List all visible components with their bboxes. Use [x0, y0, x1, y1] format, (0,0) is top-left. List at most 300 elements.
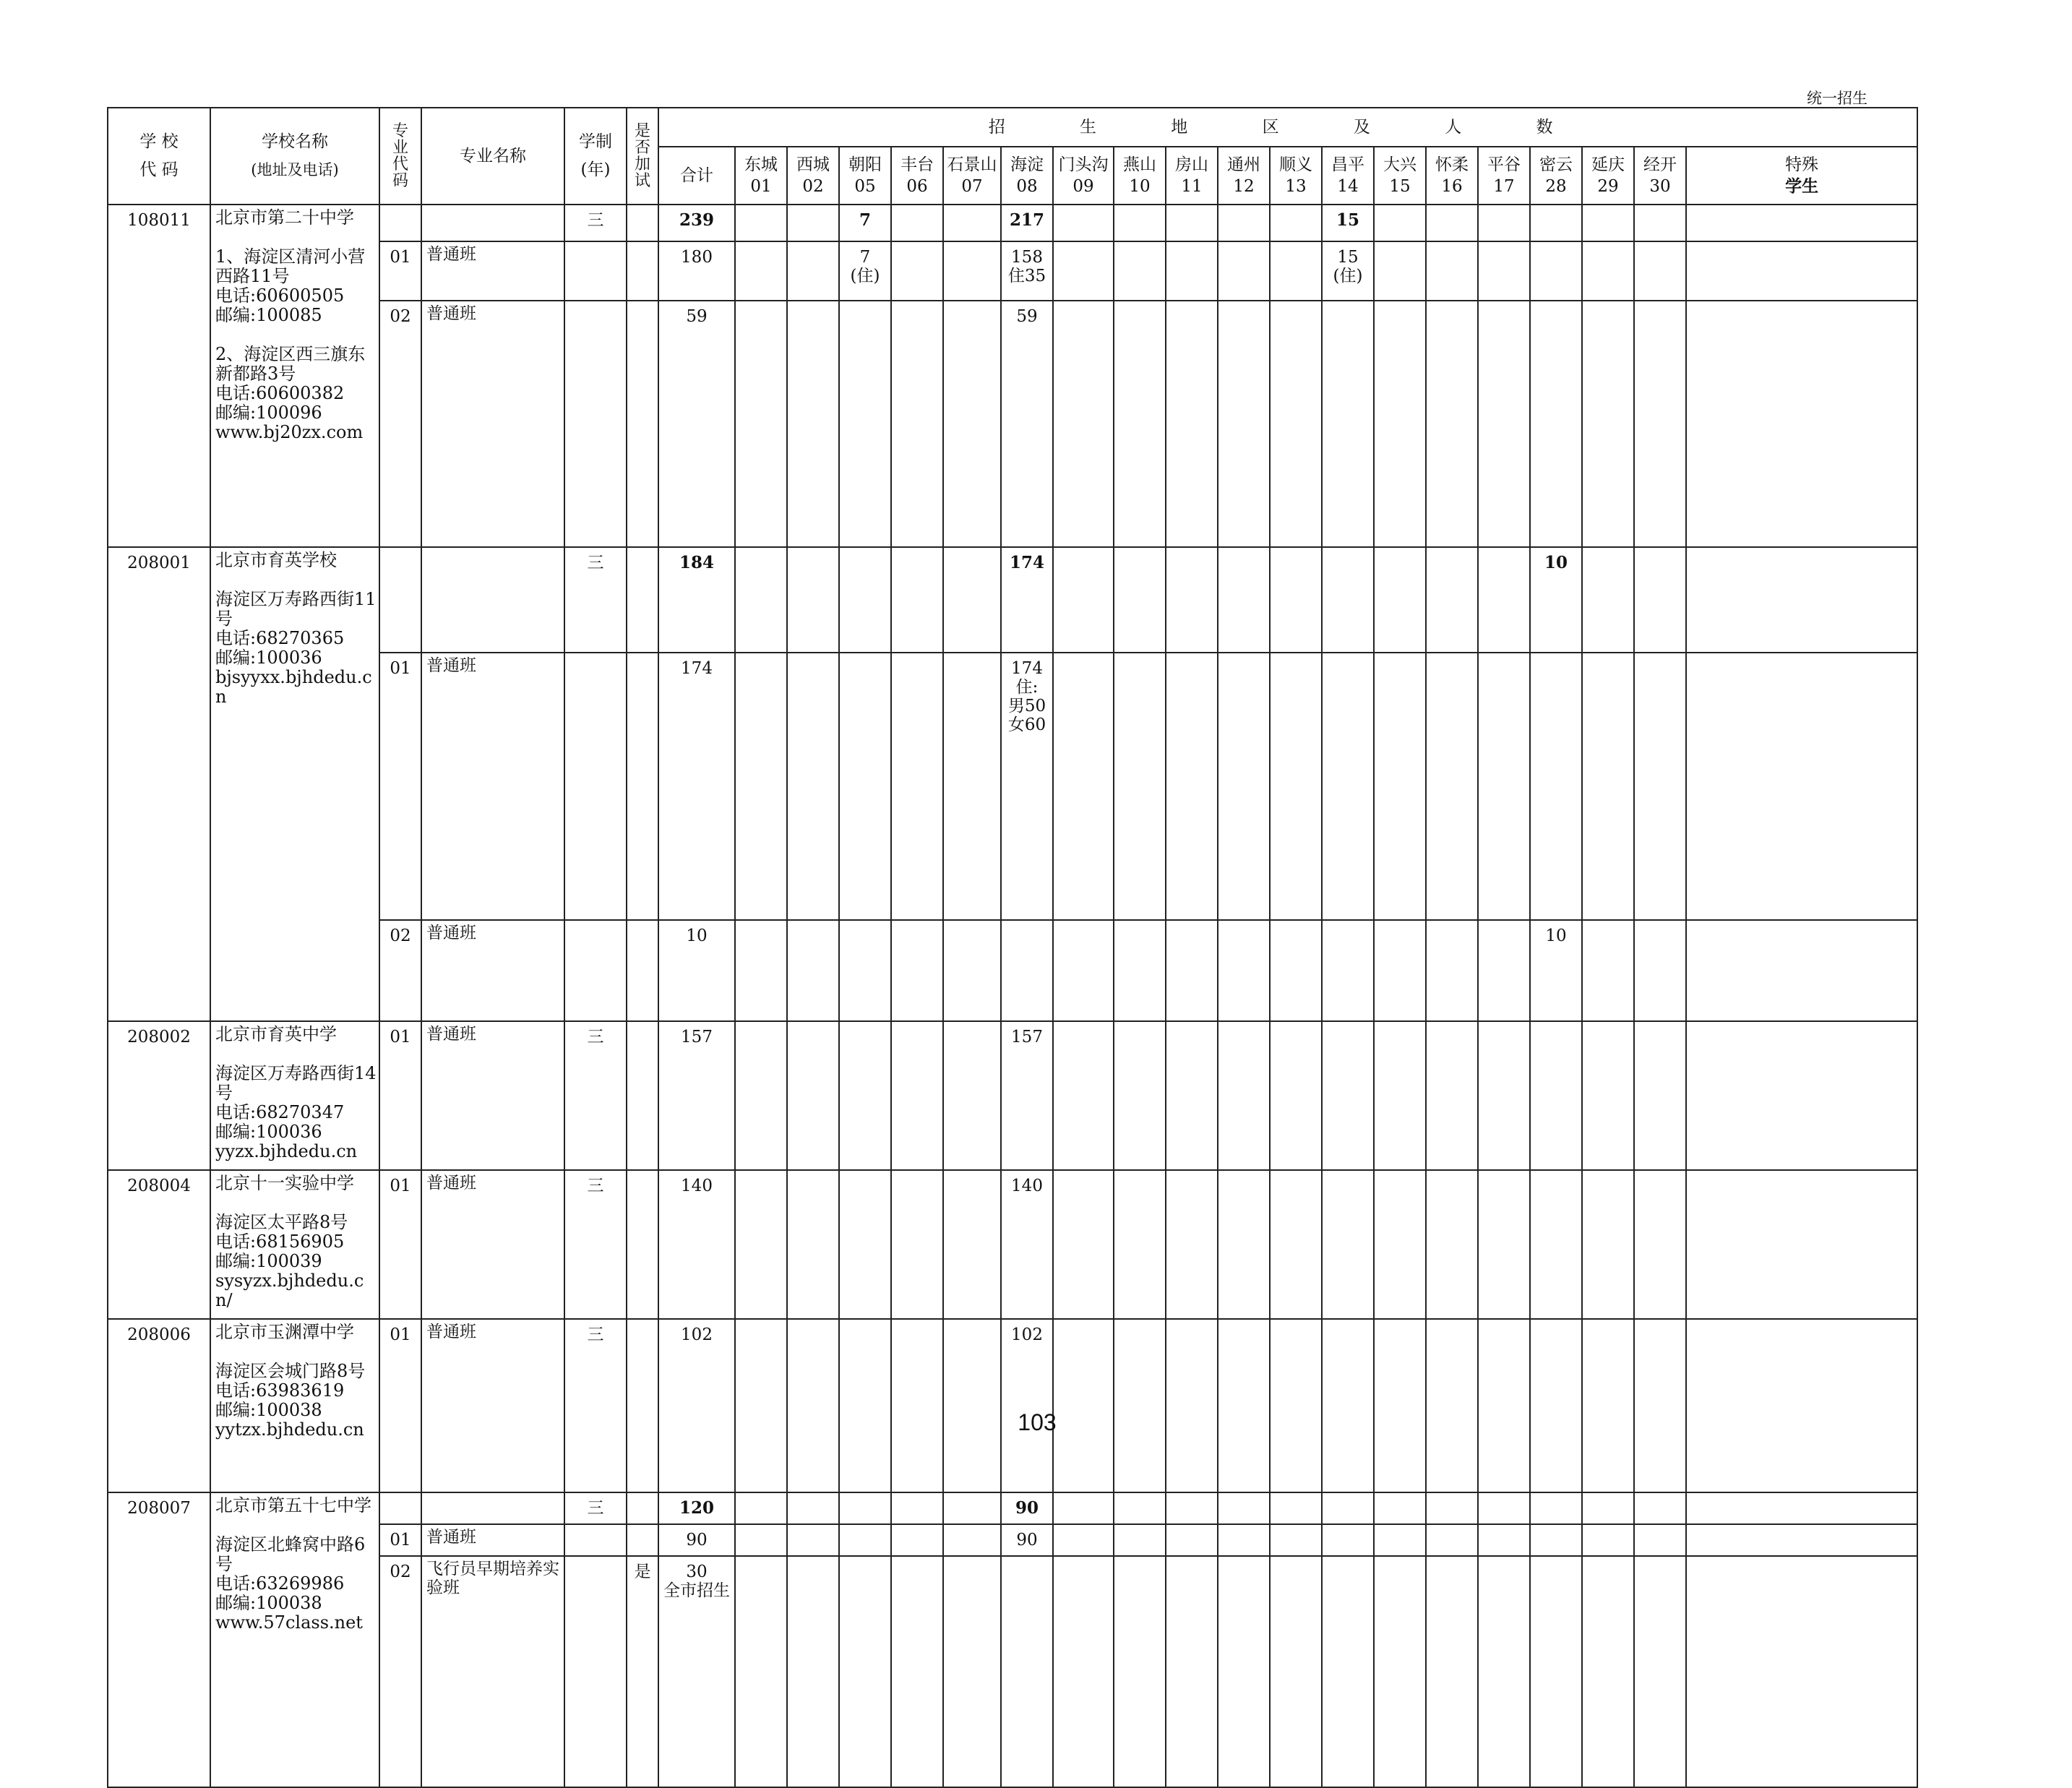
major-name [421, 1492, 564, 1524]
district-count-11 [1166, 653, 1218, 919]
table-row [108, 1556, 1917, 1787]
district-code: 12 [1233, 177, 1255, 196]
district-count-16 [1426, 241, 1478, 301]
district-count-09 [1053, 1170, 1114, 1319]
district-count-16 [1426, 1492, 1478, 1524]
district-count-30 [1634, 1556, 1686, 1787]
district-count-14 [1322, 1319, 1374, 1492]
table-row [108, 205, 1917, 241]
district-count-05 [839, 653, 891, 919]
header-district-8 [1166, 147, 1218, 205]
extra-test [627, 1021, 658, 1170]
major-code: 01 [379, 1021, 421, 1170]
district-count-14 [1322, 1524, 1374, 1556]
district-count-17 [1478, 241, 1530, 301]
district-count-01 [735, 1492, 787, 1524]
district-count-15 [1374, 1492, 1426, 1524]
district-count-11 [1166, 205, 1218, 241]
school-info: 北京市育英学校 海淀区万寿路西街11号 电话:68270365 邮编:100036 bjsyyxx.bjhdedu.cn [210, 547, 379, 1021]
district-count-02 [787, 1524, 839, 1556]
district-code: 05 [854, 177, 876, 196]
district-count-17 [1478, 1021, 1530, 1170]
page-number: 103 [1018, 1409, 1057, 1435]
district-count-08: 158 住35 [1001, 241, 1053, 301]
district-count-02 [787, 241, 839, 301]
district-count-12 [1218, 1524, 1270, 1556]
school-info: 北京市玉渊潭中学 海淀区会城门路8号 电话:63983619 邮编:100038 yytzx.bjhdedu.cn [210, 1319, 379, 1492]
header-district-17 [1634, 147, 1686, 205]
header-region-group [658, 108, 1917, 147]
header-school-name-line1: 学校名称 [262, 132, 328, 151]
district-count-10 [1114, 1021, 1166, 1170]
district-name: 房山 [1175, 155, 1208, 174]
district-count-17 [1478, 653, 1530, 919]
district-code: 10 [1129, 177, 1151, 196]
duration: 三 [564, 205, 627, 241]
district-count-05 [839, 301, 891, 547]
district-count-12 [1218, 653, 1270, 919]
major-code: 02 [379, 1556, 421, 1787]
district-count-28 [1530, 1524, 1582, 1556]
district-name: 密云 [1539, 155, 1573, 174]
district-name: 西城 [796, 155, 830, 174]
table-row [108, 241, 1917, 301]
district-count-02 [787, 1492, 839, 1524]
district-count-28 [1530, 1319, 1582, 1492]
district-name: 特殊 [1785, 155, 1819, 174]
district-count-17 [1478, 1556, 1530, 1787]
extra-test [627, 653, 658, 919]
district-count-29 [1582, 241, 1634, 301]
school-code: 208006 [108, 1319, 210, 1492]
header-district-4 [943, 147, 1001, 205]
header-district-11 [1322, 147, 1374, 205]
header-school-name [210, 108, 379, 205]
district-count-01 [735, 301, 787, 547]
extra-test: 是 [627, 1556, 658, 1787]
district-count-09 [1053, 1524, 1114, 1556]
district-count-10 [1114, 1319, 1166, 1492]
district-count-17 [1478, 1492, 1530, 1524]
district-count-29 [1582, 1021, 1634, 1170]
duration: 三 [564, 547, 627, 653]
district-count-07 [943, 1021, 1001, 1170]
school-info: 北京市第五十七中学 海淀区北蜂窝中路6号 电话:63269986 邮编:100038 www.57class.net [210, 1492, 379, 1787]
district-count-28 [1530, 653, 1582, 919]
district-count-28 [1530, 301, 1582, 547]
district-name: 昌平 [1331, 155, 1364, 174]
district-code: 07 [961, 177, 983, 196]
total-count: 102 [658, 1319, 735, 1492]
duration [564, 1556, 627, 1787]
district-name: 顺义 [1279, 155, 1312, 174]
district-count-09 [1053, 241, 1114, 301]
major-code [379, 1492, 421, 1524]
district-count-29 [1582, 1492, 1634, 1524]
district-count-28 [1530, 1556, 1582, 1787]
major-code: 01 [379, 241, 421, 301]
district-count-01 [735, 920, 787, 1021]
major-code: 01 [379, 1524, 421, 1556]
extra-test [627, 920, 658, 1021]
district-count-08: 217 [1001, 205, 1053, 241]
district-count-05 [839, 1170, 891, 1319]
district-count-学生 [1686, 1556, 1917, 1787]
district-count-14 [1322, 920, 1374, 1021]
district-count-12 [1218, 205, 1270, 241]
district-count-15 [1374, 1524, 1426, 1556]
major-name: 普通班 [421, 920, 564, 1021]
district-count-16 [1426, 301, 1478, 547]
district-count-10 [1114, 205, 1166, 241]
district-count-01 [735, 1021, 787, 1170]
district-count-13 [1270, 1021, 1322, 1170]
district-count-13 [1270, 205, 1322, 241]
header-duration-line1: 学制 [579, 132, 612, 151]
district-count-12 [1218, 301, 1270, 547]
major-name: 普通班 [421, 1170, 564, 1319]
enrollment-table [107, 107, 1918, 1788]
district-count-11 [1166, 1319, 1218, 1492]
total-count: 180 [658, 241, 735, 301]
district-count-10 [1114, 1170, 1166, 1319]
major-code [379, 205, 421, 241]
district-count-07 [943, 1319, 1001, 1492]
table-row [108, 1492, 1917, 1524]
district-count-14 [1322, 653, 1374, 919]
district-count-17 [1478, 920, 1530, 1021]
district-count-学生 [1686, 1170, 1917, 1319]
total-count: 59 [658, 301, 735, 547]
district-count-09 [1053, 1021, 1114, 1170]
table-row [108, 301, 1917, 547]
district-count-08 [1001, 1556, 1053, 1787]
district-count-07 [943, 1524, 1001, 1556]
school-info: 北京市育英中学 海淀区万寿路西街14号 电话:68270347 邮编:100036 yyzx.bjhdedu.cn [210, 1021, 379, 1170]
district-count-06 [891, 205, 943, 241]
district-count-05 [839, 1524, 891, 1556]
district-count-学生 [1686, 1524, 1917, 1556]
table-row [108, 1524, 1917, 1556]
district-count-12 [1218, 1170, 1270, 1319]
district-count-09 [1053, 205, 1114, 241]
school-code: 208007 [108, 1492, 210, 1787]
district-count-14: 15 (住) [1322, 241, 1374, 301]
table-row [108, 1319, 1917, 1492]
district-count-09 [1053, 1319, 1114, 1492]
duration: 三 [564, 1319, 627, 1492]
district-count-28: 10 [1530, 920, 1582, 1021]
district-count-30 [1634, 1021, 1686, 1170]
district-count-10 [1114, 920, 1166, 1021]
district-count-13 [1270, 301, 1322, 547]
duration [564, 1524, 627, 1556]
district-count-07 [943, 653, 1001, 919]
district-count-学生 [1686, 205, 1917, 241]
district-count-07 [943, 1492, 1001, 1524]
district-code: 16 [1441, 177, 1463, 196]
district-count-12 [1218, 1021, 1270, 1170]
district-count-01 [735, 1556, 787, 1787]
school-info: 北京十一实验中学 海淀区太平路8号 电话:68156905 邮编:100039 sysyzx.bjhdedu.cn/ [210, 1170, 379, 1319]
school-code: 208001 [108, 547, 210, 1021]
major-name [421, 205, 564, 241]
district-count-14 [1322, 1492, 1374, 1524]
district-count-17 [1478, 1524, 1530, 1556]
duration: 三 [564, 1492, 627, 1524]
district-name: 通州 [1227, 155, 1260, 174]
school-code: 108011 [108, 205, 210, 547]
total-count: 239 [658, 205, 735, 241]
district-count-05: 7 (住) [839, 241, 891, 301]
district-count-30 [1634, 920, 1686, 1021]
district-count-16 [1426, 1021, 1478, 1170]
district-count-08: 59 [1001, 301, 1053, 547]
duration [564, 301, 627, 547]
district-count-02 [787, 1170, 839, 1319]
district-count-10 [1114, 1556, 1166, 1787]
table-row [108, 547, 1917, 653]
district-count-10 [1114, 653, 1166, 919]
extra-test [627, 301, 658, 547]
header-district-5 [1001, 147, 1053, 205]
district-count-09 [1053, 1492, 1114, 1524]
district-count-06 [891, 241, 943, 301]
header-district-13 [1426, 147, 1478, 205]
district-count-06 [891, 653, 943, 919]
district-count-06 [891, 301, 943, 547]
district-count-14 [1322, 1170, 1374, 1319]
district-count-11 [1166, 1021, 1218, 1170]
header-district-18 [1686, 147, 1917, 205]
district-count-12 [1218, 1319, 1270, 1492]
district-count-05 [839, 1319, 891, 1492]
district-count-30 [1634, 653, 1686, 919]
district-count-13 [1270, 1524, 1322, 1556]
district-name: 燕山 [1123, 155, 1156, 174]
district-count-02 [787, 920, 839, 1021]
district-count-15 [1374, 547, 1426, 653]
extra-test [627, 1170, 658, 1319]
district-count-08: 174 住: 男50 女60 [1001, 653, 1053, 919]
district-count-13 [1270, 241, 1322, 301]
district-count-学生 [1686, 241, 1917, 301]
district-count-07 [943, 205, 1001, 241]
district-count-12 [1218, 1492, 1270, 1524]
district-count-06 [891, 1021, 943, 1170]
district-count-13 [1270, 920, 1322, 1021]
table-row [108, 653, 1917, 919]
district-count-01 [735, 205, 787, 241]
district-count-30 [1634, 1524, 1686, 1556]
district-count-01 [735, 1319, 787, 1492]
district-count-05 [839, 1021, 891, 1170]
district-count-29 [1582, 205, 1634, 241]
district-count-05 [839, 1492, 891, 1524]
district-count-06 [891, 1170, 943, 1319]
district-count-12 [1218, 1556, 1270, 1787]
header-total: 合计 [658, 147, 735, 205]
district-name: 海淀 [1010, 155, 1044, 174]
district-count-11 [1166, 1170, 1218, 1319]
district-count-16 [1426, 1170, 1478, 1319]
district-count-学生 [1686, 1319, 1917, 1492]
district-count-16 [1426, 1319, 1478, 1492]
header-region-group-text: 招 生 地 区 及 人 数 [988, 118, 1588, 137]
district-count-29 [1582, 1556, 1634, 1787]
district-count-07 [943, 241, 1001, 301]
header-district-2 [839, 147, 891, 205]
header-school-code-line2: 代 码 [139, 160, 179, 179]
major-name: 普通班 [421, 653, 564, 919]
extra-test [627, 547, 658, 653]
district-count-08: 157 [1001, 1021, 1053, 1170]
district-count-10 [1114, 547, 1166, 653]
district-count-05 [839, 547, 891, 653]
district-count-01 [735, 1170, 787, 1319]
district-count-11 [1166, 301, 1218, 547]
district-name: 东城 [744, 155, 778, 174]
district-count-08: 90 [1001, 1524, 1053, 1556]
district-count-17 [1478, 1319, 1530, 1492]
district-count-11 [1166, 1492, 1218, 1524]
header-school-code-line1: 学 校 [139, 132, 179, 151]
district-count-02 [787, 301, 839, 547]
district-count-13 [1270, 1319, 1322, 1492]
header-duration-line2: (年) [580, 160, 611, 179]
district-code: 11 [1181, 177, 1203, 196]
district-count-14: 15 [1322, 205, 1374, 241]
district-count-06 [891, 1492, 943, 1524]
district-count-07 [943, 301, 1001, 547]
table-row [108, 1170, 1917, 1319]
district-code: 28 [1545, 177, 1567, 196]
major-name: 普通班 [421, 301, 564, 547]
district-code: 29 [1597, 177, 1619, 196]
district-count-05: 7 [839, 205, 891, 241]
district-count-学生 [1686, 1021, 1917, 1170]
district-name: 延庆 [1591, 155, 1625, 174]
total-count: 184 [658, 547, 735, 653]
major-code: 01 [379, 653, 421, 919]
district-count-13 [1270, 547, 1322, 653]
district-count-01 [735, 653, 787, 919]
school-code: 208002 [108, 1021, 210, 1170]
header-note: 统一招生 [1807, 90, 1867, 107]
district-count-学生 [1686, 1492, 1917, 1524]
district-count-06 [891, 1556, 943, 1787]
district-count-17 [1478, 301, 1530, 547]
district-count-15 [1374, 241, 1426, 301]
district-count-12 [1218, 547, 1270, 653]
header-district-3 [891, 147, 943, 205]
district-count-15 [1374, 301, 1426, 547]
district-code: 14 [1337, 177, 1359, 196]
header-district-6 [1053, 147, 1114, 205]
district-count-28 [1530, 1170, 1582, 1319]
district-name: 朝阳 [848, 155, 882, 174]
extra-test [627, 205, 658, 241]
district-code: 08 [1016, 177, 1038, 196]
district-count-29 [1582, 920, 1634, 1021]
district-count-17 [1478, 547, 1530, 653]
duration [564, 241, 627, 301]
school-code: 208004 [108, 1170, 210, 1319]
district-count-10 [1114, 1492, 1166, 1524]
district-code: 学生 [1785, 176, 1819, 196]
district-code: 13 [1285, 177, 1307, 196]
major-name: 普通班 [421, 1524, 564, 1556]
header-row-1 [108, 108, 1917, 147]
district-count-30 [1634, 301, 1686, 547]
district-code: 15 [1389, 177, 1411, 196]
district-count-12 [1218, 920, 1270, 1021]
district-code: 02 [802, 177, 824, 196]
district-count-09 [1053, 1556, 1114, 1787]
district-count-10 [1114, 1524, 1166, 1556]
district-count-02 [787, 547, 839, 653]
district-count-15 [1374, 1556, 1426, 1787]
district-count-28 [1530, 1492, 1582, 1524]
district-count-08 [1001, 920, 1053, 1021]
district-code: 01 [750, 177, 772, 196]
total-count: 90 [658, 1524, 735, 1556]
header-district-9 [1218, 147, 1270, 205]
district-count-07 [943, 1556, 1001, 1787]
district-count-07 [943, 920, 1001, 1021]
total-count: 120 [658, 1492, 735, 1524]
district-count-29 [1582, 653, 1634, 919]
district-count-02 [787, 1021, 839, 1170]
district-count-学生 [1686, 547, 1917, 653]
district-count-05 [839, 1556, 891, 1787]
major-name: 普通班 [421, 1021, 564, 1170]
table-row [108, 1021, 1917, 1170]
district-count-17 [1478, 205, 1530, 241]
district-count-30 [1634, 547, 1686, 653]
district-count-08: 102 [1001, 1319, 1053, 1492]
district-count-学生 [1686, 653, 1917, 919]
district-name: 大兴 [1383, 155, 1417, 174]
header-extra-test: 是 否 加 试 [627, 108, 658, 205]
district-count-08: 90 [1001, 1492, 1053, 1524]
total-count: 140 [658, 1170, 735, 1319]
district-count-13 [1270, 1492, 1322, 1524]
district-count-16 [1426, 1524, 1478, 1556]
district-count-16 [1426, 1556, 1478, 1787]
district-count-10 [1114, 301, 1166, 547]
district-count-16 [1426, 920, 1478, 1021]
district-count-29 [1582, 547, 1634, 653]
header-district-0 [735, 147, 787, 205]
major-code: 02 [379, 920, 421, 1021]
district-code: 06 [906, 177, 928, 196]
district-count-14 [1322, 301, 1374, 547]
major-name: 普通班 [421, 1319, 564, 1492]
district-count-15 [1374, 920, 1426, 1021]
district-count-28 [1530, 1021, 1582, 1170]
header-district-10 [1270, 147, 1322, 205]
district-count-06 [891, 1319, 943, 1492]
extra-test [627, 1524, 658, 1556]
header-district-15 [1530, 147, 1582, 205]
district-count-11 [1166, 241, 1218, 301]
district-count-29 [1582, 301, 1634, 547]
district-count-01 [735, 1524, 787, 1556]
district-count-01 [735, 547, 787, 653]
district-count-06 [891, 1524, 943, 1556]
header-district-16 [1582, 147, 1634, 205]
